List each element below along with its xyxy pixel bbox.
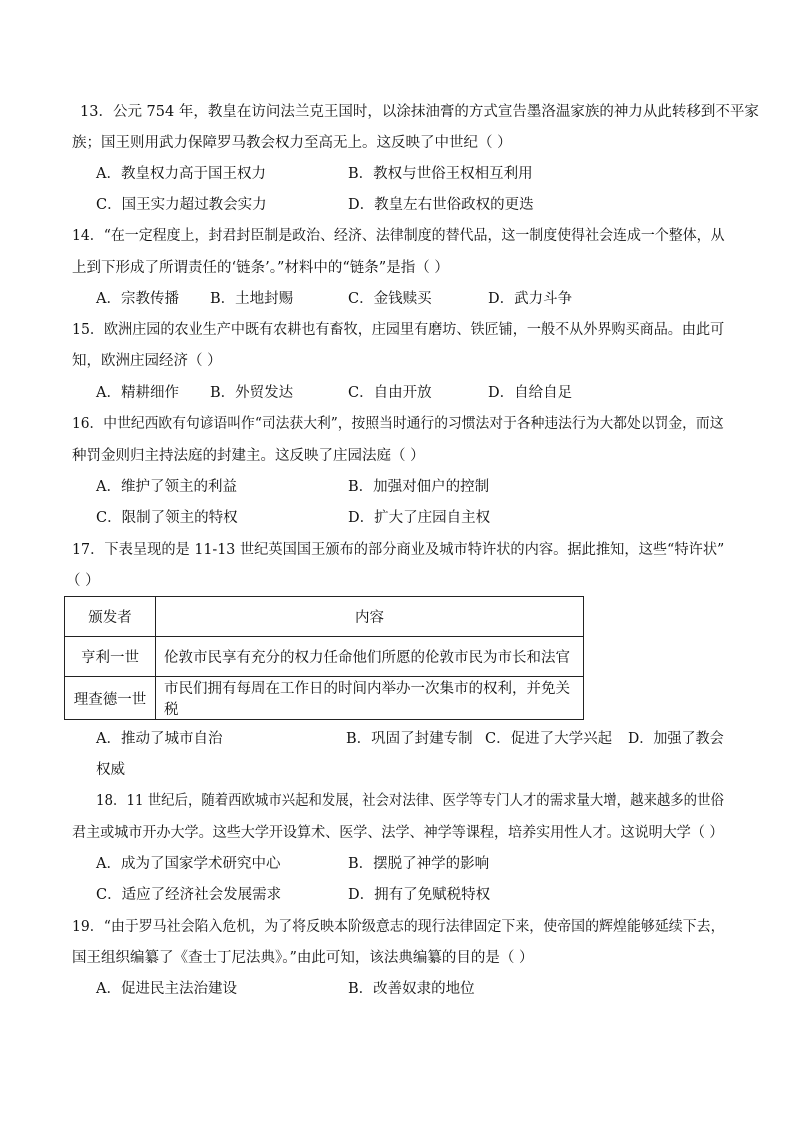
question-19-stem-line2: 国王组织编纂了《查士丁尼法典》。”由此可知，该法典编纂的目的是（ ） <box>72 950 534 966</box>
table-header-issuer: 颁发者 <box>65 597 156 637</box>
q16-option-d[interactable]: D．扩大了庄园自主权 <box>348 510 491 526</box>
q13-option-c[interactable]: C．国王实力超过教会实力 <box>96 197 267 213</box>
question-15-stem-line1: 15．欧洲庄园的农业生产中既有农耕也有畜牧，庄园里有磨坊、铁匠铺，一般不从外界购买商品。由此可 <box>72 322 725 338</box>
question-19-stem-line1: 19．“由于罗马社会陷入危机，为了将反映本阶级意志的现行法律固定下来，使帝国的辉煌能够延续下去， <box>72 919 725 935</box>
q18-option-c[interactable]: C．适应了经济社会发展需求 <box>96 887 282 903</box>
table-cell-content: 伦敦市民享有充分的权力任命他们所愿的伦敦市民为市长和法官 <box>156 637 584 677</box>
charter-table <box>64 596 584 720</box>
table-header-content: 内容 <box>156 597 584 637</box>
q15-option-a[interactable]: A．精耕细作 <box>96 385 179 401</box>
q14-option-d[interactable]: D．武力斗争 <box>488 291 573 307</box>
q15-option-b[interactable]: B．外贸发达 <box>210 385 294 401</box>
q13-option-d[interactable]: D．教皇左右世俗政权的更迭 <box>348 197 534 213</box>
q16-option-b[interactable]: B．加强对佃户的控制 <box>348 479 490 495</box>
question-17-stem-line1: 17．下表呈现的是 11-13 世纪英国国王颁布的部分商业及城市特许状的内容。据此推知，这些“特许状” <box>72 542 725 558</box>
q15-option-c[interactable]: C．自由开放 <box>348 385 432 401</box>
question-18-stem-line2: 君主或城市开办大学。这些大学开设算术、医学、法学、神学等课程，培养实用性人才。这说明大学（ ） <box>72 825 724 841</box>
table-row <box>65 677 584 720</box>
question-13-stem-line2: 族；国王则用武力保障罗马教会权力至高无上。这反映了中世纪（ ） <box>72 135 512 151</box>
question-16-stem-line2: 种罚金则归主持法庭的封建主。这反映了庄园法庭（ ） <box>72 448 425 464</box>
q16-option-a[interactable]: A．维护了领主的利益 <box>96 479 237 495</box>
question-14-stem-line2: 上到下形成了所谓责任的‘链条’。”材料中的“链条”是指（ ） <box>72 260 449 276</box>
q16-option-c[interactable]: C．限制了领主的特权 <box>96 510 238 526</box>
table-cell-issuer: 理查德一世 <box>65 677 156 720</box>
q14-option-a[interactable]: A．宗教传播 <box>96 291 179 307</box>
question-18-stem-line1: 18．11 世纪后，随着西欧城市兴起和发展，社会对法律、医学等专门人才的需求量大增，越来越多的世俗 <box>96 793 724 809</box>
q17-option-d[interactable]: D．加强了教会 <box>628 731 724 747</box>
q13-option-a[interactable]: A．教皇权力高于国王权力 <box>96 166 266 182</box>
q14-option-b[interactable]: B．土地封赐 <box>210 291 294 307</box>
q18-option-d[interactable]: D．拥有了免赋税特权 <box>348 887 491 903</box>
q17-option-a[interactable]: A．推动了城市自治 <box>96 731 223 747</box>
table-cell-issuer: 亨利一世 <box>65 637 156 677</box>
table-header-row <box>65 597 584 637</box>
table-cell-content: 市民们拥有每周在工作日的时间内举办一次集市的权利，并免关税 <box>156 677 584 720</box>
table-row <box>65 637 584 677</box>
question-16-stem-line1: 16．中世纪西欧有句谚语叫作“司法获大利”，按照当时通行的习惯法对于各种违法行为大都处以罚金，而这 <box>72 416 724 432</box>
q17-option-c[interactable]: C．促进了大学兴起 <box>485 731 613 747</box>
question-17-stem-line2: （ ） <box>66 573 100 589</box>
q17-option-d-wrap: 权威 <box>96 762 125 778</box>
question-14-stem-line1: 14．“在一定程度上，封君封臣制是政治、经济、法律制度的替代品，这一制度使得社会连成一个整体，从 <box>72 228 725 244</box>
q18-option-a[interactable]: A．成为了国家学术研究中心 <box>96 856 281 872</box>
q18-option-b[interactable]: B．摆脱了神学的影响 <box>348 856 490 872</box>
q19-option-a[interactable]: A．促进民主法治建设 <box>96 981 237 997</box>
q19-option-b[interactable]: B．改善奴隶的地位 <box>348 981 475 997</box>
q17-option-b[interactable]: B．巩固了封建专制 <box>346 731 473 747</box>
question-15-stem-line2: 知，欧洲庄园经济（ ） <box>72 353 222 369</box>
question-13-stem-line1: 13．公元 754 年，教皇在访问法兰克王国时，以涂抹油膏的方式宣告墨洛温家族的神力从此转移到不平家 <box>80 104 759 120</box>
q14-option-c[interactable]: C．金钱赎买 <box>348 291 432 307</box>
q15-option-d[interactable]: D．自给自足 <box>488 385 573 401</box>
q13-option-b[interactable]: B．教权与世俗王权相互利用 <box>348 166 533 182</box>
